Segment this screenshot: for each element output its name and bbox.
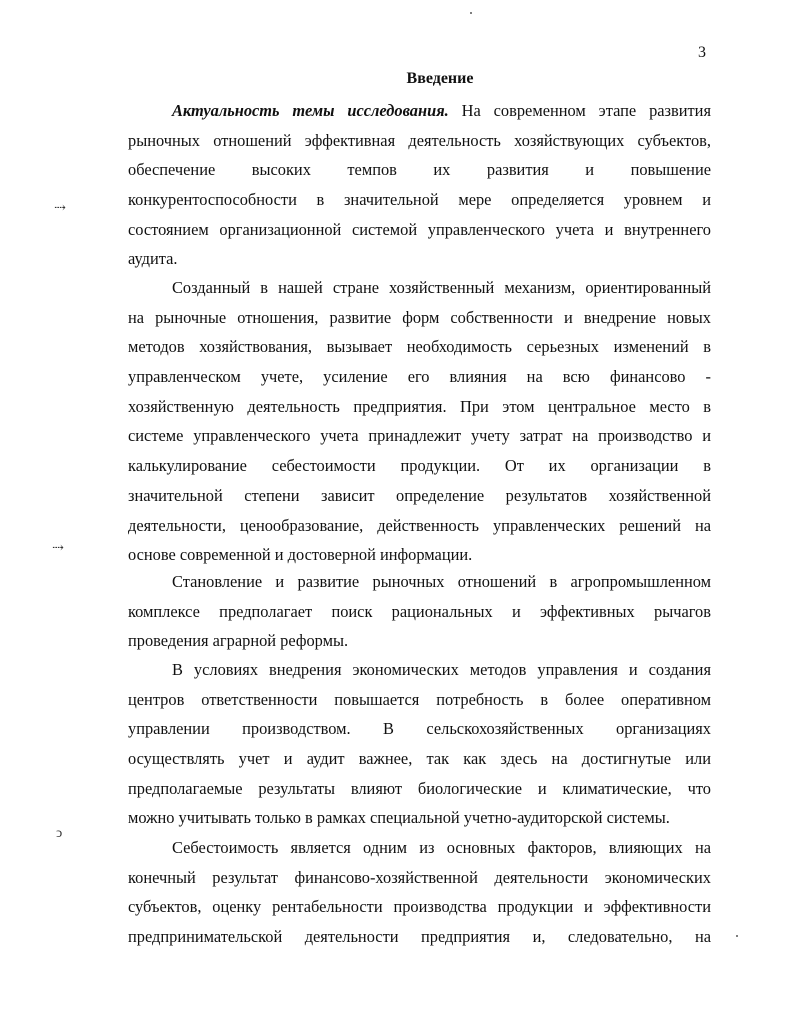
text-line: конкурентоспособности в значительной мере определяется уровнем и bbox=[128, 190, 711, 210]
text-line: управлении производством. В сельскохозяйственных организациях bbox=[128, 719, 711, 739]
text-line: конечный результат финансово-хозяйственной деятельности экономических bbox=[128, 867, 711, 887]
text-segment: На современном этапе развития bbox=[448, 101, 711, 120]
text-line: калькулирование себестоимости продукции. От их организации в bbox=[128, 456, 711, 476]
paragraph-conditions bbox=[128, 655, 711, 833]
text-line: можно учитывать только в рамках специальной учетно-аудиторской системы. bbox=[128, 808, 670, 828]
text-line: осуществлять учет и аудит важнее, так как здесь на достигнутые или bbox=[128, 749, 711, 769]
text-line: комплексе предполагает поиск рациональных и эффективных рычагов bbox=[128, 601, 711, 621]
text-line: центров ответственности повышается потребность в более оперативном bbox=[128, 689, 711, 709]
text-line: методов хозяйствования, вызывает необходимость серьезных изменений в bbox=[128, 337, 711, 357]
margin-mark-icon: ↄ bbox=[56, 826, 63, 841]
paragraph-cost bbox=[128, 833, 711, 952]
text-line: субъектов, оценку рентабельности производства продукции и эффективности bbox=[128, 897, 711, 917]
text-line: проведения аграрной реформы. bbox=[128, 631, 349, 651]
text-line: аудита. bbox=[128, 249, 178, 269]
text-line: обеспечение высоких темпов их развития и повышение bbox=[128, 160, 711, 180]
text-line: деятельности, ценообразование, действенность управленческих решений на bbox=[128, 515, 711, 535]
text-line: В условиях внедрения экономических методов управления и создания bbox=[172, 660, 711, 679]
text-line: Себестоимость является одним из основных факторов, влияющих на bbox=[172, 838, 711, 857]
text-line: Становление и развитие рыночных отношений в агропромышленном bbox=[172, 572, 711, 591]
scan-speck bbox=[470, 12, 472, 14]
text-line: значительной степени зависит определение результатов хозяйственной bbox=[128, 485, 711, 505]
paragraph-agro bbox=[128, 567, 711, 656]
page-number: 3 bbox=[698, 44, 706, 61]
margin-mark-icon: ⇢ bbox=[52, 541, 64, 556]
text-line: управленческом учете, усиление его влияния на всю финансово - bbox=[128, 367, 711, 387]
text-line: предпринимательской деятельности предприятия и, следовательно, на bbox=[128, 927, 711, 947]
text-line: рыночных отношений эффективная деятельность хозяйствующих субъектов, bbox=[128, 130, 711, 150]
paragraph-relevance bbox=[128, 96, 711, 274]
text-line: Созданный в нашей стране хозяйственный механизм, ориентированный bbox=[172, 278, 711, 297]
margin-mark-icon: ⇢ bbox=[54, 201, 66, 216]
text-line: на рыночные отношения, развитие форм собственности и внедрение новых bbox=[128, 307, 711, 327]
text-line: предполагаемые результаты влияют биологические и климатические, что bbox=[128, 778, 711, 798]
section-heading: Введение bbox=[406, 70, 474, 87]
text-line: основе современной и достоверной информации. bbox=[128, 545, 473, 565]
paragraph-mechanism bbox=[128, 273, 711, 570]
scan-speck bbox=[736, 935, 738, 937]
text-line: хозяйственную деятельность предприятия. При этом центральное место в bbox=[128, 396, 711, 416]
text-line: системе управленческого учета принадлежит учету затрат на производство и bbox=[128, 426, 711, 446]
text-line: состоянием организационной системой управленческого учета и внутреннего bbox=[128, 219, 711, 239]
lead-phrase: Актуальность темы исследования. bbox=[172, 101, 449, 120]
text-line bbox=[128, 96, 711, 126]
